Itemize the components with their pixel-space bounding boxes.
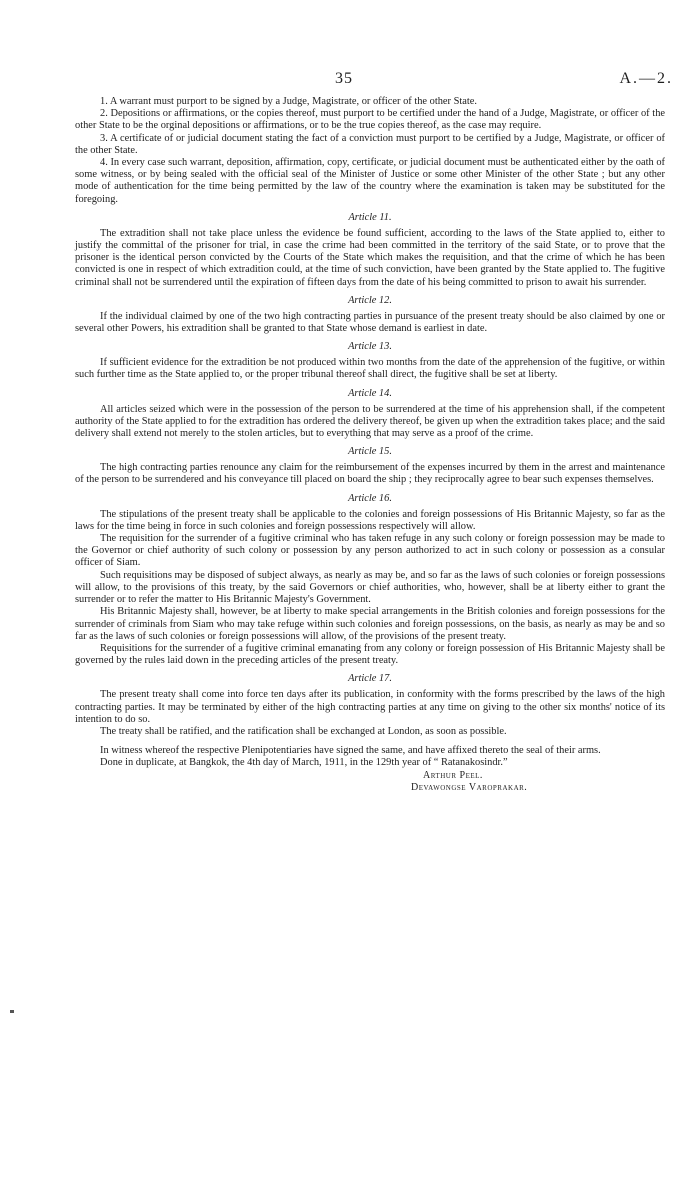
- article-12-heading: Article 12.: [348, 294, 392, 306]
- done-paragraph: Done in duplicate, at Bangkok, the 4th day of March, 1911, in the 129th year of “ Ratanakosindr.”: [100, 757, 508, 769]
- article-16-paragraph-1: The stipulations of the present treaty shall be applicable to the colonies and foreign possessions of His Britannic Majesty, so far as the laws for the time being in force in such colonies and foreign possessions respectively will allow.: [75, 508, 665, 532]
- article-16-paragraph-3: Such requisitions may be disposed of subject always, as nearly as may be, and so far as the laws of such colonies or foreign possessions will allow, to the provisions of this treaty, by the said Governors or chief authorities, who, however, shall be at liberty either to grant the surrender or to refer the matter to His Britannic Majesty's Government.: [75, 569, 665, 606]
- paragraph-warrant: 1. A warrant must purport to be signed by a Judge, Magistrate, or officer of the other State.: [100, 96, 477, 107]
- article-13-heading: Article 13.: [348, 341, 392, 353]
- page-number: 35: [335, 70, 353, 87]
- page-reference: A.—2.: [619, 70, 673, 87]
- article-16-paragraph-5: Requisitions for the surrender of a fugitive criminal emanating from any colony or foreign possession of His Britannic Majesty shall be governed by the rules laid down in the preceding articles of the present treaty.: [75, 642, 665, 667]
- article-17-paragraph-1: The present treaty shall come into force ten days after its publication, in conformity with the forms prescribed by the laws of the high contracting parties. It may be terminated by either of the high contracting parties at any time on giving to the other six months' notice of its intention to do so.: [75, 689, 665, 725]
- paragraph-certificate: 3. A certificate of or judicial document stating the fact of a conviction must purport to be certified by a Judge, Magistrate, or officer of the other State.: [75, 132, 665, 156]
- signature-block: [75, 770, 665, 794]
- paragraph-authentication: 4. In every case such warrant, deposition, affirmation, copy, certificate, or judicial document must be authenticated either by the oath of some witness, or by being sealed with the official seal of the Minister of Justice or some other Minister of the other State ; but any other mode of authentication for the time being permitted by the law of the country where the examination is taken may be substituted for the foregoing.: [75, 157, 665, 205]
- signature-devawongse-varoprakar: Devawongse Varoprakar.: [411, 781, 528, 793]
- article-16-paragraph-4: His Britannic Majesty shall, however, be at liberty to make special arrangements in the British colonies and foreign possessions for the surrender of criminals from Siam who may take refuge within such colonies and foreign possessions, on the basis, as nearly as may be and so far as the laws of such colonies or foreign possessions will allow, of the provisions of the present treaty.: [75, 606, 665, 642]
- margin-mark: [10, 1010, 14, 1013]
- article-11-heading: Article 11.: [348, 211, 392, 223]
- article-13-text: If sufficient evidence for the extradition be not produced within two months from the date of the apprehension of the fugitive, or within such further time as the State applied to, or the proper tribunal thereof shall direct, the fugitive shall be set at liberty.: [75, 357, 665, 381]
- article-16-heading: Article 16.: [348, 492, 392, 504]
- article-17-heading: Article 17.: [348, 673, 392, 685]
- witness-paragraph: In witness whereof the respective Plenipotentiaries have signed the same, and have affixed thereto the seal of their arms.: [100, 745, 601, 757]
- article-16-paragraph-2: The requisition for the surrender of a fugitive criminal who has taken refuge in any such colony or foreign possession may be made to the Governor or chief authority of such colony or possession by any person authorized to act in such colony or possession as a consular officer of Siam.: [75, 533, 665, 569]
- paragraph-depositions: 2. Depositions or affirmations, or the copies thereof, must purport to be certified under the hand of a Judge, Magistrate, or officer of the other State to be the orginal depositions or affirmations, or to be the true copies thereof, as the case may require.: [75, 108, 665, 132]
- article-14-heading: Article 14.: [348, 387, 392, 399]
- page-header: [75, 70, 673, 96]
- article-11-text: The extradition shall not take place unless the evidence be found sufficient, according to the laws of the State applied to, either to justify the committal of the prisoner for trial, in case the crime had been committed in the territory of the said State, or to prove that the prisoner is the identical person convicted by the Courts of the State which makes the requisition, and that the crime of which he has been convicted is one in respect of which extradition could, at the time of such conviction, have been granted by the State applied to. The fugitive criminal shall not be surrendered until the expiration of fifteen days from the date of his being committed to prison to await his surrender.: [75, 227, 665, 288]
- article-15-heading: Article 15.: [348, 446, 392, 458]
- article-17-paragraph-2: The treaty shall be ratified, and the ratification shall be exchanged at London, as soon as possible.: [100, 725, 507, 737]
- document-page: [75, 70, 673, 794]
- article-12-text: If the individual claimed by one of the two high contracting parties in pursuance of the present treaty should be also claimed by one or several other Powers, his extradition shall be granted to that State whose demand is earliest in date.: [75, 310, 665, 335]
- signature-arthur-peel: Arthur Peel.: [423, 769, 483, 781]
- article-15-text: The high contracting parties renounce any claim for the reimbursement of the expenses incurred by them in the arrest and maintenance of the person to be surrendered and his conveyance till placed on board the ship ; they reciprocally agree to bear such expenses themselves.: [75, 462, 665, 486]
- article-14-text: All articles seized which were in the possession of the person to be surrendered at the time of his apprehension shall, if the competent authority of the State applied to for the extradition has ordered the delivery thereof, be given up when the extradition takes place; and the said delivery shall extend not merely to the stolen articles, but to everything that may serve as a proof of the crime.: [75, 403, 665, 440]
- document-body: [75, 96, 665, 770]
